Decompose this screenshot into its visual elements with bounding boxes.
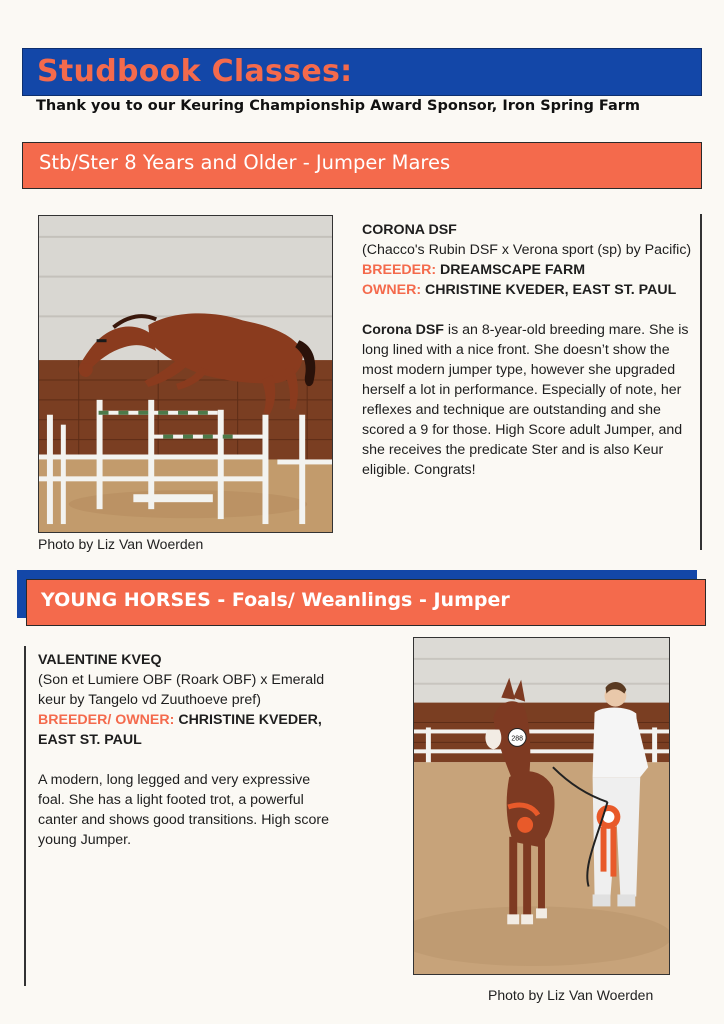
horse-name: VALENTINE KVEQ: [38, 652, 162, 668]
horse-entry-valentine: [38, 650, 338, 850]
breeder-value: DREAMSCAPE FARM: [436, 262, 586, 278]
horse-jumping-photo: [38, 215, 333, 533]
horse-description: A modern, long legged and very expressive foal. She has a light footed trot, a powerful canter and shows good transitions. High score young Jumper.: [38, 772, 330, 848]
section-heading-text: YOUNG HORSES - Foals/ Weanlings - Jumper: [41, 589, 510, 611]
owner-value: CHRISTINE KVEDER, EAST ST. PAUL: [421, 282, 677, 298]
pedigree: (Chacco's Rubin DSF x Verona sport (sp) by Pacific): [362, 242, 692, 258]
owner-line: [362, 280, 692, 300]
pedigree: (Son et Lumiere OBF (Roark OBF) x Emerald keur by Tangelo vd Zuuthoeve pref): [38, 672, 325, 708]
page-title: Studbook Classes:: [37, 54, 353, 89]
foal-with-handler-photo: [413, 637, 670, 975]
horse-name: CORONA DSF: [362, 222, 457, 238]
breeder-line: [362, 260, 692, 280]
breeder-owner-value: CHRISTINE KVEDER, EAST ST. PAUL: [38, 712, 322, 748]
vertical-divider: [24, 646, 26, 986]
description-text: is an 8-year-old breeding mare. She is long lined with a nice front. She doesn’t show the most modern jumper type, however she upgraded herself a lot in performance. Especially of note, her reflexes and technique are outstanding and she scored a 9 for those. High Score adult Jumper, and she receives the predicate Ster and is also Keur eligible. Congrats!: [362, 322, 689, 478]
description-horse-name: Corona DSF: [362, 322, 444, 338]
breeder-owner-line: [38, 710, 338, 750]
horse-entry-corona: [362, 220, 692, 480]
bib-number: 288: [511, 735, 523, 743]
vertical-divider: [700, 214, 702, 550]
horse-description: [362, 320, 692, 480]
section-heading-mares: [22, 142, 702, 189]
owner-label: OWNER:: [362, 282, 422, 298]
breeder-label: BREEDER:: [362, 262, 437, 278]
photo-caption: Photo by Liz Van Woerden: [488, 987, 654, 1003]
section-heading-text: Stb/Ster 8 Years and Older - Jumper Mares: [39, 151, 451, 174]
section-heading-young-horses: [26, 579, 706, 626]
title-banner: [22, 48, 702, 96]
sponsor-line: Thank you to our Keuring Championship Award Sponsor, Iron Spring Farm: [36, 98, 641, 114]
photo-caption: Photo by Liz Van Woerden: [38, 536, 204, 552]
breeder-owner-label: BREEDER/ OWNER:: [38, 712, 175, 728]
